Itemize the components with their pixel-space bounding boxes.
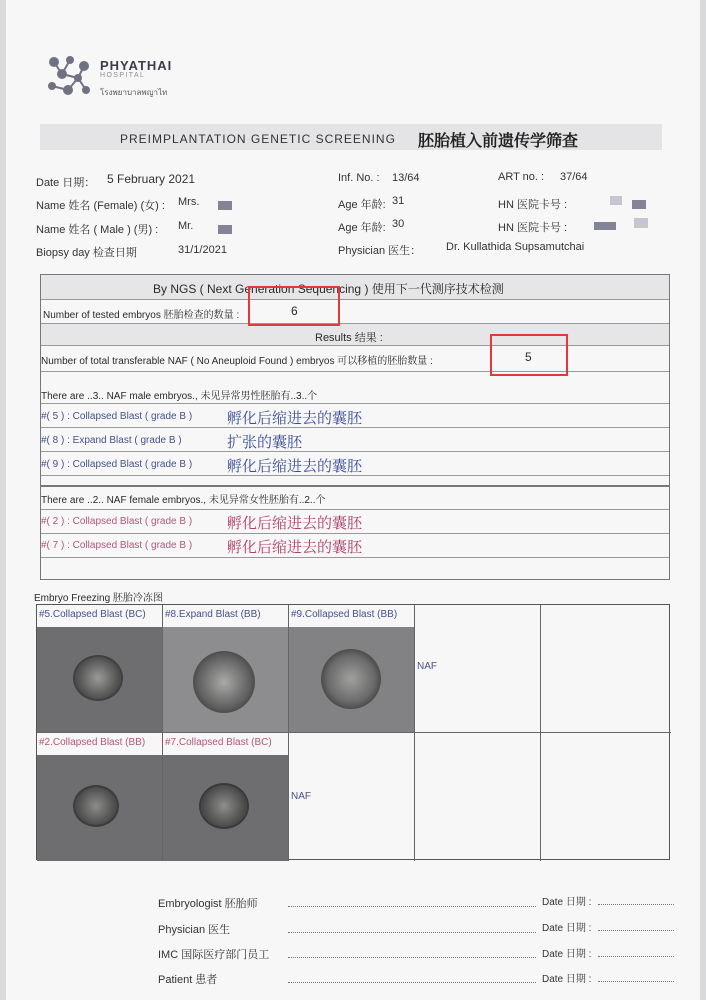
hn-female-label: HN 医院卡号 : bbox=[498, 199, 568, 211]
embryo-freezing-grid bbox=[36, 604, 670, 860]
naf-label-1: NAF bbox=[417, 661, 437, 672]
sig-patient-line[interactable] bbox=[288, 982, 536, 983]
redacted-hn-female-a bbox=[610, 196, 622, 205]
male-row-9-zh: 孵化后缩进去的囊胚 bbox=[227, 458, 363, 475]
report-page bbox=[6, 0, 700, 1000]
embryo-5-label: #5.Collapsed Blast (BC) bbox=[39, 609, 146, 620]
embryo-5-photo bbox=[37, 627, 162, 732]
embryo-7-photo bbox=[163, 755, 288, 861]
sig-imc-date-label: Date 日期 : bbox=[542, 949, 592, 960]
hospital-thai: โรงพยาบาลพญาไท bbox=[100, 88, 168, 97]
embryo-cell-naf-2 bbox=[289, 733, 415, 861]
age-male-label: Age 年龄: bbox=[338, 222, 386, 234]
embryo-cell-naf-1 bbox=[415, 605, 541, 733]
date-value: 5 February 2021 bbox=[107, 172, 196, 186]
highlight-transferable-count bbox=[490, 334, 568, 376]
male-row-8-desc: #( 8 ) : Expand Blast ( grade B ) bbox=[41, 435, 182, 446]
transferable-label: Number of total transferable NAF ( No Aneuploid Found ) embryos 可以移植的胚胎数量 : bbox=[41, 356, 433, 367]
title-english: PREIMPLANTATION GENETIC SCREENING bbox=[120, 132, 396, 146]
redacted-hn-male-b bbox=[634, 218, 648, 228]
inf-label: Inf. No. : bbox=[338, 172, 380, 184]
sig-physician-date-line[interactable] bbox=[598, 930, 674, 931]
age-male-value: 30 bbox=[392, 218, 405, 230]
sig-patient-date-line[interactable] bbox=[598, 981, 674, 982]
hospital-sub: HOSPITAL bbox=[100, 72, 146, 79]
female-row-7-zh: 孵化后缩进去的囊胚 bbox=[227, 539, 363, 556]
date-label: Date 日期： bbox=[36, 177, 96, 189]
male-row-5-zh: 孵化后缩进去的囊胚 bbox=[227, 410, 363, 427]
embryo-2-label: #2.Collapsed Blast (BB) bbox=[39, 737, 146, 748]
sig-embryologist-line[interactable] bbox=[288, 906, 536, 907]
physician-value: Dr. Kullathida Supsamutchai bbox=[446, 241, 585, 253]
embryo-cell-8 bbox=[163, 605, 289, 733]
embryo-cell-empty-3 bbox=[541, 733, 671, 861]
art-value: 37/64 bbox=[560, 171, 588, 183]
freezing-title: Embryo Freezing 胚胎冷冻图 bbox=[34, 593, 163, 604]
ngs-header: By NGS ( Next Generation Sequencing ) 使用下一代测序技术检测 bbox=[153, 282, 504, 296]
male-row-5-desc: #( 5 ) : Collapsed Blast ( grade B ) bbox=[41, 411, 193, 422]
redacted-hn-female-b bbox=[632, 200, 646, 209]
sig-imc-label: IMC 国际医疗部门员工 bbox=[158, 949, 270, 961]
sig-imc-date-line[interactable] bbox=[598, 956, 674, 957]
sig-physician-line[interactable] bbox=[288, 932, 536, 933]
sig-physician-label: Physician 医生 bbox=[158, 924, 231, 936]
male-name-value: Mr. bbox=[178, 220, 194, 232]
embryo-2-photo bbox=[37, 755, 162, 861]
sig-physician-date-label: Date 日期 : bbox=[542, 923, 592, 934]
hospital-name: PHYATHAI bbox=[100, 58, 173, 73]
physician-label: Physician 医生： bbox=[338, 245, 422, 257]
ngs-results-table bbox=[40, 274, 670, 580]
female-row-2-desc: #( 2 ) : Collapsed Blast ( grade B ) bbox=[41, 516, 193, 527]
hn-male-label: HN 医院卡号 : bbox=[498, 222, 568, 234]
female-name-label: Name 姓名 (Female) (女) : bbox=[36, 200, 165, 212]
female-name-value: Mrs. bbox=[178, 196, 200, 208]
transferable-value: 5 bbox=[525, 350, 532, 364]
female-summary: There are ..2.. NAF female embryos., 未见异常女性胚胎有..2..个 bbox=[41, 495, 326, 506]
redacted-hn-male-a bbox=[594, 222, 616, 230]
male-name-label: Name 姓名 ( Male ) (男) : bbox=[36, 224, 159, 236]
title-chinese: 胚胎植入前遗传学筛查 bbox=[418, 133, 579, 150]
embryo-9-photo bbox=[289, 627, 414, 732]
embryo-9-label: #9.Collapsed Blast (BB) bbox=[291, 609, 398, 620]
male-summary: There are ..3.. NAF male embryos., 未见异常男性胚胎有..3..个 bbox=[41, 391, 318, 402]
redacted-male-name bbox=[218, 225, 232, 234]
female-row-2-zh: 孵化后缩进去的囊胚 bbox=[227, 515, 363, 532]
male-row-9-desc: #( 9 ) : Collapsed Blast ( grade B ) bbox=[41, 459, 193, 470]
sig-embryologist-date-label: Date 日期 : bbox=[542, 897, 592, 908]
embryo-7-label: #7.Collapsed Blast (BC) bbox=[165, 737, 272, 748]
tested-embryos-label: Number of tested embryos 胚胎检查的数量 : bbox=[43, 310, 240, 321]
age-female-value: 31 bbox=[392, 195, 405, 207]
biopsy-value: 31/1/2021 bbox=[178, 244, 227, 256]
embryo-cell-5 bbox=[37, 605, 163, 733]
tested-embryos-value: 6 bbox=[291, 304, 298, 318]
embryo-cell-empty-2 bbox=[415, 733, 541, 861]
sig-patient-date-label: Date 日期 : bbox=[542, 974, 592, 985]
phyathai-logo-icon bbox=[44, 52, 94, 100]
embryo-8-photo bbox=[163, 627, 288, 732]
embryo-8-label: #8.Expand Blast (BB) bbox=[165, 609, 261, 620]
embryo-cell-2 bbox=[37, 733, 163, 861]
redacted-female-name bbox=[218, 201, 232, 210]
highlight-tested-count bbox=[248, 286, 340, 326]
age-female-label: Age 年龄: bbox=[338, 199, 386, 211]
naf-label-2: NAF bbox=[291, 791, 311, 802]
results-label: Results 结果 : bbox=[315, 332, 383, 344]
art-label: ART no. : bbox=[498, 171, 545, 183]
sig-embryologist-label: Embryologist 胚胎师 bbox=[158, 898, 258, 910]
female-row-7-desc: #( 7 ) : Collapsed Blast ( grade B ) bbox=[41, 540, 193, 551]
inf-value: 13/64 bbox=[392, 172, 420, 184]
biopsy-label: Biopsy day 检查日期 bbox=[36, 247, 137, 259]
embryo-cell-empty-1 bbox=[541, 605, 671, 733]
embryo-cell-9 bbox=[289, 605, 415, 733]
male-row-8-zh: 扩张的囊胚 bbox=[227, 434, 303, 451]
sig-patient-label: Patient 患者 bbox=[158, 974, 218, 986]
embryo-cell-7 bbox=[163, 733, 289, 861]
sig-imc-line[interactable] bbox=[288, 957, 536, 958]
sig-embryologist-date-line[interactable] bbox=[598, 904, 674, 905]
